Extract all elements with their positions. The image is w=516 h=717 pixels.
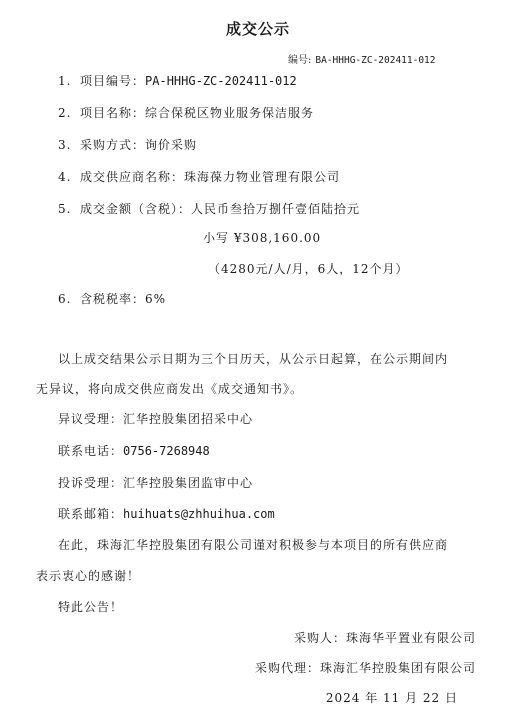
item-number: 5.: [58, 202, 72, 216]
document-number: [288, 51, 435, 66]
item-value: 人民币叁拾万捌仟壹佰陆拾元: [191, 202, 361, 216]
item-label: 项目名称：: [80, 106, 146, 120]
contact-email: [58, 505, 275, 522]
contact-complaint: [58, 474, 253, 491]
thanks-text-line1: 在此，珠海汇华控股集团有限公司谨对积极参与本项目的所有供应商: [58, 538, 449, 552]
purchaser-label: 采购人：: [293, 631, 346, 645]
contact-objection: [58, 410, 253, 427]
item-procurement-method: [58, 136, 197, 153]
contact-value: 汇华控股集团招采中心: [123, 412, 254, 426]
document-number-value: BA-HHHG-ZC-202411-012: [315, 55, 436, 66]
contact-phone: [58, 442, 210, 459]
procurement-agent: [255, 659, 476, 676]
contact-label: 联系邮箱：: [58, 507, 124, 521]
item-number: 3.: [58, 138, 72, 152]
item-project-name: [58, 104, 314, 121]
item-label: 项目编号：: [80, 74, 146, 88]
contact-label: 联系电话：: [58, 444, 124, 458]
agent-value: 珠海汇华控股集团有限公司: [319, 661, 476, 675]
contact-value: 汇华控股集团监审中心: [123, 476, 254, 490]
contact-label: 异议受理：: [58, 412, 124, 426]
notice-text-line1: 以上成交结果公示日期为三个日历天，从公示日起算，在公示期间内: [58, 352, 449, 366]
closing-text: 特此公告！: [58, 600, 124, 614]
purchaser-value: 珠海华平置业有限公司: [345, 631, 476, 645]
item-label: 成交供应商名称：: [80, 170, 185, 184]
item-value: PA-HHHG-ZC-202411-012: [145, 74, 297, 88]
item-label: 采购方式：: [80, 138, 146, 152]
item-value: 综合保税区物业服务保洁服务: [145, 106, 315, 120]
thanks-text-line2: 表示衷心的感谢！: [36, 569, 141, 583]
item-number: 1.: [58, 74, 72, 88]
item-number: 6.: [58, 292, 72, 306]
page-title: 成交公示: [225, 20, 290, 38]
item-project-number: [58, 72, 297, 89]
document-number-label: 编号:: [288, 55, 312, 66]
item-supplier-name: [58, 168, 340, 185]
notice-text-line2: 无异议，将向成交供应商发出《成交通知书》。: [36, 382, 304, 396]
amount-small: 小写 ¥308,160.00: [203, 231, 322, 245]
item-tax-rate: [58, 290, 166, 307]
agent-label: 采购代理：: [254, 661, 320, 675]
amount-detail: （4280元/人/月，6人，12个月）: [208, 262, 409, 276]
announcement-date: 2024 年 11 月 22 日: [325, 691, 458, 705]
purchaser: [294, 629, 476, 646]
item-number: 2.: [58, 106, 72, 120]
item-label: 含税税率：: [80, 292, 146, 306]
item-value: 询价采购: [145, 138, 198, 152]
item-number: 4.: [58, 170, 72, 184]
item-value: 6%: [145, 292, 167, 306]
contact-value: 0756-7268948: [123, 444, 210, 458]
item-transaction-amount: [58, 200, 360, 217]
item-label: 成交金额（含税）：: [80, 202, 192, 216]
contact-label: 投诉受理：: [58, 476, 124, 490]
contact-value: huihuats@zhhuihua.com: [123, 507, 275, 521]
item-value: 珠海葆力物业管理有限公司: [184, 170, 341, 184]
